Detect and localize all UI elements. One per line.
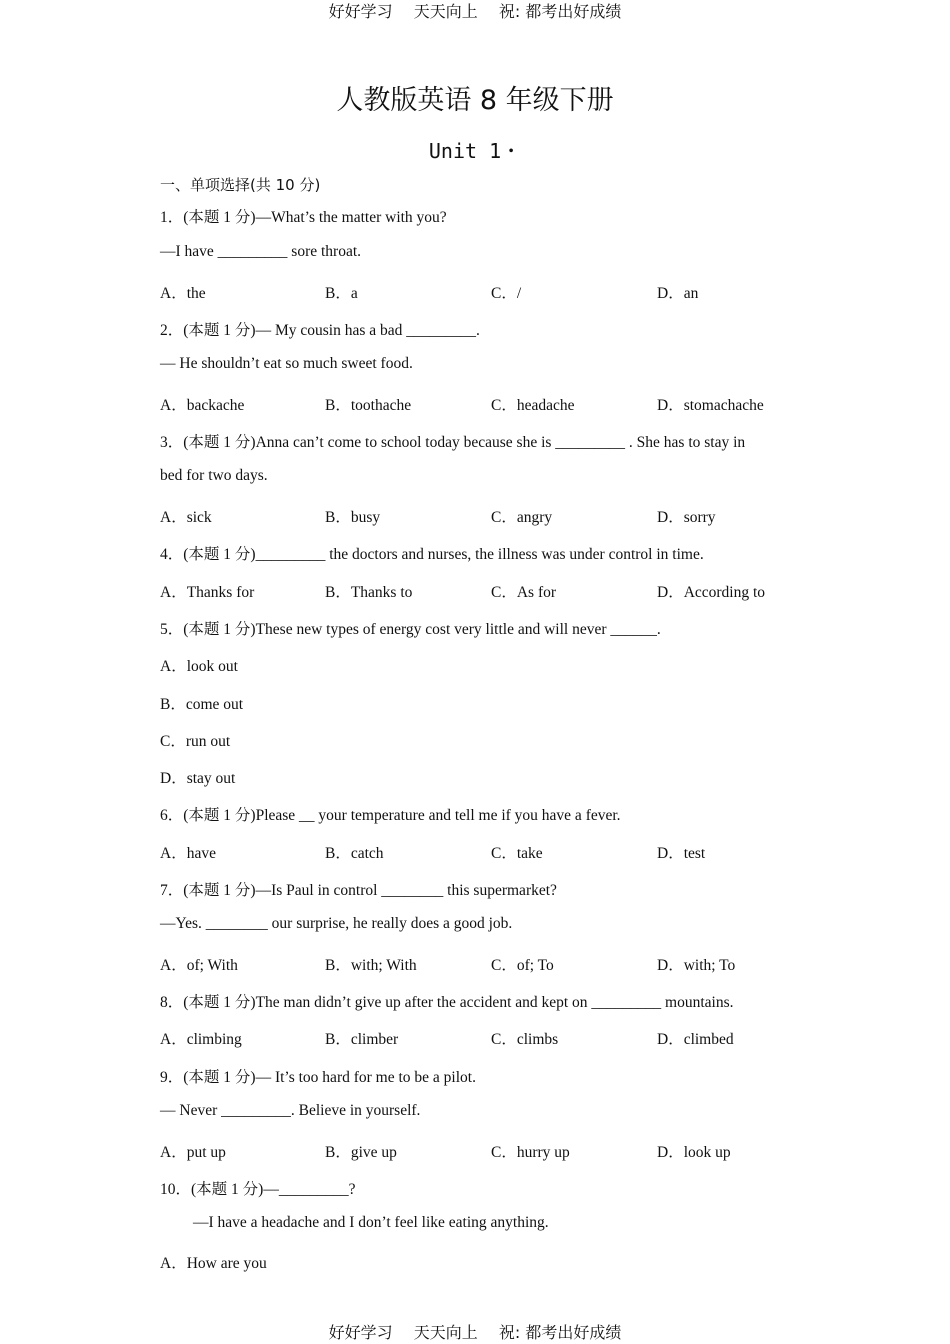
question-1-option-c: C．/ <box>491 285 522 302</box>
question-4-option-a: A．Thanks for <box>160 584 255 601</box>
question-5-option-a: A．look out <box>160 658 238 675</box>
question-10-stem: 10．(本题 1 分)—_________? <box>160 1181 356 1198</box>
question-6-option-d: D．test <box>657 845 706 862</box>
header-text-1: 好好学习 <box>328 2 393 21</box>
unit-subtitle: Unit 1・ <box>428 139 522 163</box>
question-8-option-c: C．climbs <box>491 1031 559 1048</box>
question-8-option-b: B．climber <box>325 1031 399 1048</box>
header-text-2: 天天向上 <box>413 2 478 21</box>
question-2-option-b: B．toothache <box>325 397 412 414</box>
question-2-stem: 2．(本题 1 分)— My cousin has a bad _________. <box>160 322 480 339</box>
question-10-line2: —I have a headache and I don’t feel like eating anything. <box>193 1214 549 1231</box>
question-3-stem: 3．(本题 1 分)Anna can’t come to school today because she is _________ . She has to stay in <box>160 434 746 451</box>
question-7-stem: 7．(本题 1 分)—Is Paul in control ________ this supermarket? <box>160 882 557 899</box>
question-6-option-a: A．have <box>160 845 216 862</box>
question-4-stem: 4．(本题 1 分)_________ the doctors and nurses, the illness was under control in time. <box>160 546 704 563</box>
page-footer <box>0 1320 950 1343</box>
question-6-option-c: C．take <box>491 845 543 862</box>
question-2-line2: — He shouldn’t eat so much sweet food. <box>160 355 413 372</box>
question-1-line2: —I have _________ sore throat. <box>160 243 362 260</box>
footer-text-3: 祝: 都考出好成绩 <box>498 1323 622 1342</box>
question-9-stem: 9．(本题 1 分)— It’s too hard for me to be a pilot. <box>160 1069 476 1086</box>
question-3-option-b: B．busy <box>325 509 381 526</box>
question-3-line2: bed for two days. <box>160 467 268 484</box>
question-6-option-b: B．catch <box>325 845 384 862</box>
header-text-3: 祝: 都考出好成绩 <box>498 2 622 21</box>
question-3-option-a: A．sick <box>160 509 212 526</box>
question-8-option-a: A．climbing <box>160 1031 242 1048</box>
section-heading: 一、单项选择(共 10 分) <box>160 176 321 194</box>
question-5-option-d: D．stay out <box>160 770 236 787</box>
question-7-option-a: A．of; With <box>160 957 238 974</box>
question-4-option-d: D．According to <box>657 584 766 601</box>
question-9-option-d: D．look up <box>657 1144 731 1161</box>
question-6-stem: 6．(本题 1 分)Please __ your temperature and tell me if you have a fever. <box>160 807 621 824</box>
question-5-stem: 5．(本题 1 分)These new types of energy cost very little and will never ______. <box>160 621 661 638</box>
question-1-option-b: B．a <box>325 285 358 302</box>
question-9-option-c: C．hurry up <box>491 1144 570 1161</box>
question-1-stem: 1．(本题 1 分)—What’s the matter with you? <box>160 209 447 226</box>
page-header <box>0 0 950 22</box>
question-7-option-b: B．with; With <box>325 957 417 974</box>
question-10-option-a: A．How are you <box>160 1255 267 1272</box>
question-9-option-b: B．give up <box>325 1144 397 1161</box>
question-8-option-d: D．climbed <box>657 1031 734 1048</box>
question-8-stem: 8．(本题 1 分)The man didn’t give up after the accident and kept on _________ mountains. <box>160 994 734 1011</box>
question-5-option-b: B．come out <box>160 696 244 713</box>
question-9-option-a: A．put up <box>160 1144 226 1161</box>
question-2-option-a: A．backache <box>160 397 245 414</box>
footer-text-2: 天天向上 <box>413 1323 478 1342</box>
footer-text-1: 好好学习 <box>328 1323 393 1342</box>
question-3-option-d: D．sorry <box>657 509 716 526</box>
question-2-option-d: D．stomachache <box>657 397 764 414</box>
question-7-line2: —Yes. ________ our surprise, he really does a good job. <box>160 915 513 932</box>
question-1-option-d: D．an <box>657 285 699 302</box>
question-7-option-d: D．with; To <box>657 957 736 974</box>
question-2-option-c: C．headache <box>491 397 575 414</box>
question-4-option-c: C．As for <box>491 584 557 601</box>
question-4-option-b: B．Thanks to <box>325 584 413 601</box>
question-7-option-c: C．of; To <box>491 957 554 974</box>
document-title: 人教版英语 8 年级下册 <box>336 85 614 116</box>
question-5-option-c: C．run out <box>160 733 231 750</box>
question-1-option-a: A．the <box>160 285 206 302</box>
question-9-line2: — Never _________. Believe in yourself. <box>160 1102 421 1119</box>
question-3-option-c: C．angry <box>491 509 553 526</box>
